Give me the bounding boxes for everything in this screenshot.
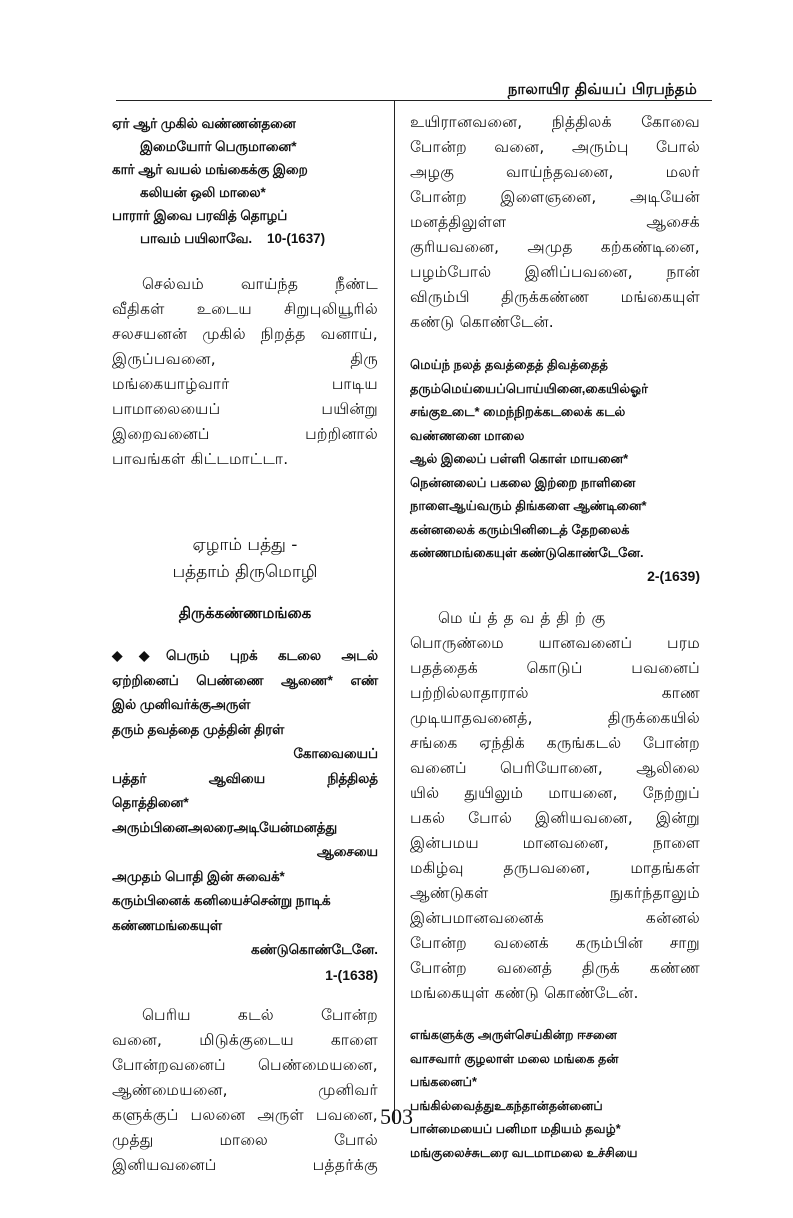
verse-1640 xyxy=(410,1024,700,1165)
prose-line: ஆண்மையனை, முனிவர் xyxy=(112,1081,378,1099)
verse-line: கண்ணமங்கையுள் கண்டுகொண்டேனே. xyxy=(410,545,644,560)
verse-line: கார் ஆர் வயல் மங்கைக்கு இறை xyxy=(112,162,308,177)
verse-line: கோவையைப் xyxy=(293,746,378,761)
commentary-1638 xyxy=(112,1003,378,1178)
verse-line: பங்கனைப்* xyxy=(410,1075,477,1089)
verse-number: 1-(1638) xyxy=(325,966,378,983)
header-rule xyxy=(116,100,712,101)
prose-line: மங்கையாழ்வார் பாடிய xyxy=(112,375,378,393)
prose-line: போன்ற இளைஞனை, அடியேன் xyxy=(410,188,700,206)
verse-1639 xyxy=(410,353,700,588)
section-title-line-2: பத்தாம் திருமொழி xyxy=(172,562,318,582)
prose-line: செல்வம் வாய்ந்த நீண்ட xyxy=(142,275,378,293)
prose-line: ஆண்டுகள் நுகர்ந்தாலும் xyxy=(410,884,700,902)
running-head: நாலாயிர திவ்யப் பிரபந்தம் xyxy=(507,80,697,98)
prose-line: பொருண்மை யானவனைப் பரம xyxy=(410,634,700,652)
verse-line: சங்குஉடை* மைந்நிறக்கடலைக் கடல் xyxy=(410,404,626,419)
verse-line: ஆசையை xyxy=(316,844,378,859)
prose-line: பகல் போல் இனியவனை, இன்று xyxy=(410,809,700,827)
prose-line: பழம்போல் இனிப்பவனை, நான் xyxy=(410,263,700,281)
verse-line: பாவம் பயிலாவே. 10-(1637) xyxy=(140,231,326,246)
prose-line: போன்ற வனைக் கரும்பின் சாறு xyxy=(410,934,700,952)
verse-line: தொத்தினை* xyxy=(112,795,189,810)
prose-line: குரியவனை, அமுத கற்கண்டினை, xyxy=(410,238,700,256)
verse-line: அமுதம் பொதி இன் சுவைக்* xyxy=(112,868,285,884)
verse-line: மங்குலைச்சுடரை வடமாமலை உச்சியை xyxy=(410,1145,638,1160)
verse-line: மெய்ந் நலத் தவத்தைத் திவத்தைத் xyxy=(410,357,608,372)
verse-1638 xyxy=(112,644,378,987)
verse-line: ஆல் இலைப் பள்ளி கொள் மாயனை* xyxy=(410,451,629,466)
right-column xyxy=(410,110,700,1165)
prose-line: இன்பமய மானவனை, நாளை xyxy=(410,834,700,852)
prose-line: மெய்த்தவத்திற்கு xyxy=(438,609,612,627)
verse-line: இமையோர் பெருமானை* xyxy=(140,139,297,154)
commentary-1639 xyxy=(410,606,700,1006)
prose-line: போன்றவனைப் பெண்மையனை, xyxy=(112,1056,378,1074)
prose-line: வீதிகள் உடைய சிறுபுலியூரில் xyxy=(112,300,378,318)
verse-line: பாரார் இவை பரவித் தொழப் xyxy=(112,208,288,223)
prose-line: பெரிய கடல் போன்ற xyxy=(142,1006,378,1024)
prose-line: மனத்திலுள்ள ஆசைக் xyxy=(410,213,700,231)
prose-line: பதத்தைக் கொடுப் பவனைப் xyxy=(410,659,700,677)
prose-line: இருப்பவனை, திரு xyxy=(112,350,378,368)
verse-line: ◆◆பெரும் புறக் கடலை அடல் xyxy=(112,648,378,663)
prose-line: சங்கை ஏந்திக் கருங்கடல் போன்ற xyxy=(410,734,700,752)
verse-line: பங்கில்வைத்துஉகந்தான்தன்னைப் xyxy=(410,1098,603,1113)
verse-line: ஏர் ஆர் முகில் வண்ணன்தனை xyxy=(112,116,296,131)
section-title-line-1: ஏழாம் பத்து - xyxy=(192,535,298,555)
column-divider xyxy=(394,100,395,1124)
sub-title: திருக்கண்ணமங்கை xyxy=(178,604,312,622)
verse-line: வண்ணனை மாலை xyxy=(410,427,525,443)
verse-1637 xyxy=(112,112,378,250)
prose-line: உயிரானவனை, நித்திலக் கோவை xyxy=(410,113,700,131)
verse-line: நென்னலைப் பகலை இற்றை நாளினை xyxy=(410,474,636,490)
verse-line: ஏற்றினைப் பெண்ணை ஆணை* எண் xyxy=(112,672,378,688)
prose-line: பாவங்கள் கிட்டமாட்டா. xyxy=(112,450,289,468)
prose-line: இறைவனைப் பற்றினால் xyxy=(112,425,378,443)
verse-line: பத்தர் ஆவியை நித்திலத் xyxy=(112,770,378,786)
page-number: 503 xyxy=(380,1104,413,1129)
verse-line: தரும்மெய்யைப்பொய்யினை,கையில்ஓர் xyxy=(410,380,648,396)
prose-line: யில் துயிலும் மாயனை, நேற்றுப் xyxy=(410,784,700,802)
commentary-1638-cont xyxy=(410,110,700,335)
verse-line: பான்மையைப் பனிமா மதியம் தவழ்* xyxy=(410,1122,621,1136)
prose-line: விரும்பி திருக்கண்ண மங்கையுள் xyxy=(410,288,700,306)
section-heading xyxy=(112,532,378,586)
prose-line: முத்து மாலை போல் xyxy=(112,1131,378,1149)
prose-line: வனைப் பெரியோனை, ஆலிலை xyxy=(410,759,700,777)
prose-line: போன்ற வனை, அரும்பு போல் xyxy=(410,138,700,156)
prose-line: முடியாதவனைத், திருக்கையில் xyxy=(410,709,700,727)
prose-line: இன்பமானவனைக் கன்னல் xyxy=(410,909,700,927)
prose-line: வனை, மிடுக்குடைய காளை xyxy=(112,1031,378,1049)
verse-line: இல் முனிவர்க்குஅருள் xyxy=(112,697,251,712)
commentary-1637 xyxy=(112,272,378,472)
prose-line: இனியவனைப் பத்தர்க்கு xyxy=(112,1156,378,1174)
verse-line: அரும்பினைஅலரைஅடியேன்மனத்து xyxy=(112,819,338,835)
prose-line: களுக்குப் பலனை அருள் பவனை, xyxy=(112,1106,378,1124)
prose-line: மங்கையுள் கண்டு கொண்டேன். xyxy=(410,984,639,1002)
verse-line: கலியன் ஒலி மாலை* xyxy=(140,185,266,200)
left-column xyxy=(112,110,378,1178)
verse-number: 2-(1639) xyxy=(647,567,700,584)
prose-line: கண்டு கொண்டேன். xyxy=(410,313,555,331)
verse-line: கண்டுகொண்டேனே. xyxy=(251,942,378,957)
prose-line: பாமாலையைப் பயின்று xyxy=(112,400,378,418)
prose-line: மகிழ்வு தருபவனை, மாதங்கள் xyxy=(410,859,700,877)
verse-line: தரும் தவத்தை முத்தின் திரள் xyxy=(112,721,285,737)
prose-line: பற்றில்லாதாரால் காண xyxy=(410,684,700,702)
prose-line: போன்ற வனைத் திருக் கண்ண xyxy=(410,959,700,977)
verse-line: கண்ணமங்கையுள் xyxy=(112,917,222,933)
verse-line: நாளைஆய்வரும் திங்களை ஆண்டினை* xyxy=(410,498,647,513)
prose-line: சலசயனன் முகில் நிறத்த வனாய், xyxy=(112,325,378,343)
verse-line: கன்னலைக் கரும்பினிடைத் தேறலைக் xyxy=(410,521,630,537)
verse-line: எங்களுக்கு அருள்செய்கின்ற ஈசனை xyxy=(410,1028,618,1042)
verse-line: கரும்பினைக் கனியைச்சென்று நாடிக் xyxy=(112,893,331,908)
prose-line: அழகு வாய்ந்தவனை, மலர் xyxy=(410,163,700,181)
verse-line: வாசவார் குழலாள் மலை மங்கை தன் xyxy=(410,1051,619,1066)
